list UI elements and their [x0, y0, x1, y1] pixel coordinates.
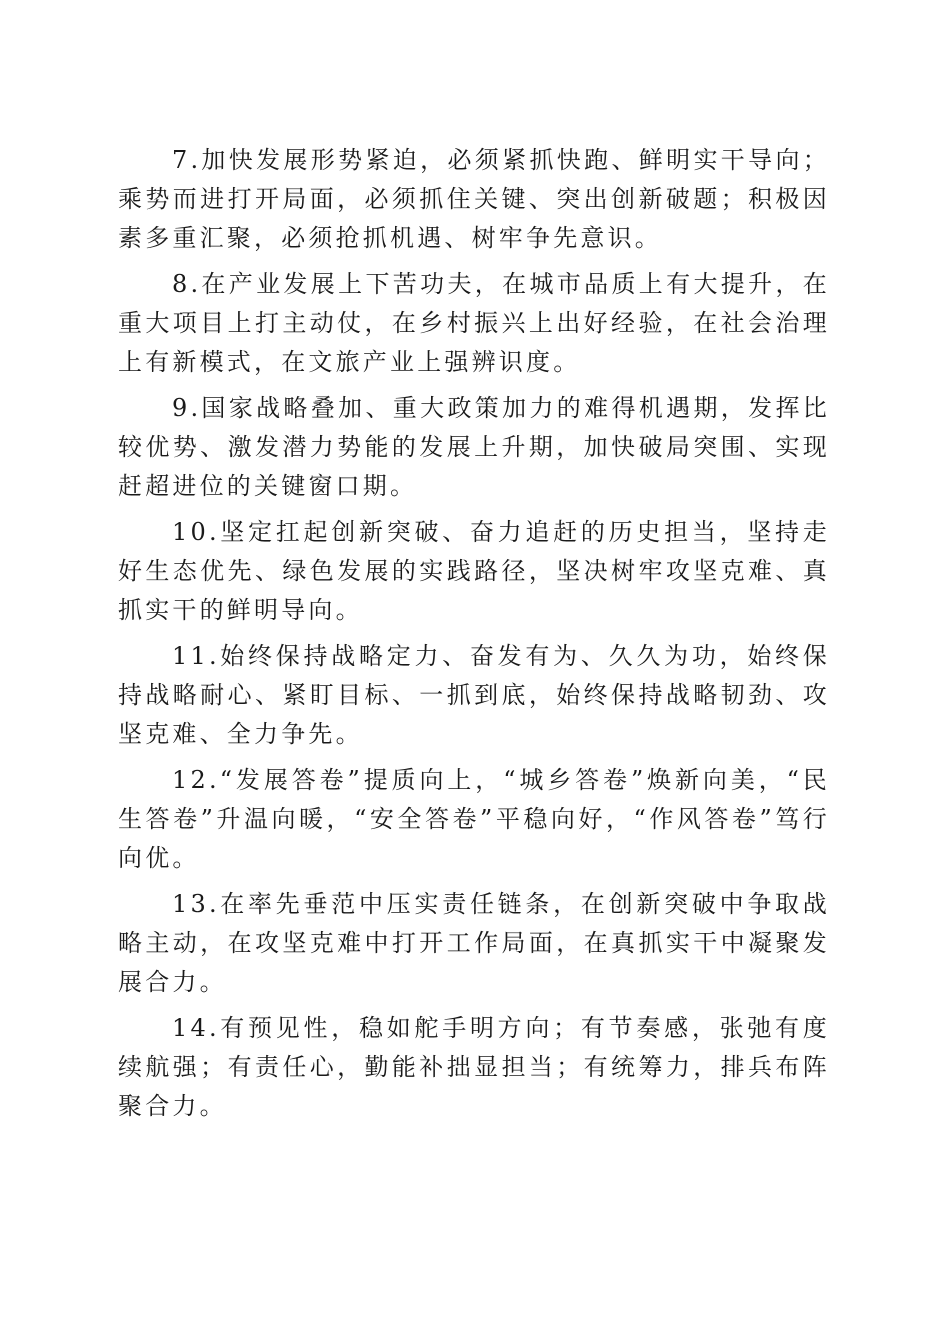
paragraph-13: 13.在率先垂范中压实责任链条，在创新突破中争取战略主动，在攻坚克难中打开工作局面，在真抓实干中凝聚发展合力。 — [118, 890, 830, 996]
paragraph-12: 12.“发展答卷”提质向上，“城乡答卷”焕新向美，“民生答卷”升温向暖，“安全答卷”平稳向好，“作风答卷”笃行向优。 — [118, 766, 830, 872]
paragraph-11: 11.始终保持战略定力、奋发有为、久久为功，始终保持战略耐心、紧盯目标、一抓到底，始终保持战略韧劲、攻坚克难、全力争先。 — [118, 642, 830, 748]
document-body — [118, 141, 830, 1133]
paragraph-8: 8.在产业发展上下苦功夫，在城市品质上有大提升，在重大项目上打主动仗，在乡村振兴上出好经验，在社会治理上有新模式，在文旅产业上强辨识度。 — [118, 270, 830, 376]
paragraph-9: 9.国家战略叠加、重大政策加力的难得机遇期，发挥比较优势、激发潜力势能的发展上升期，加快破局突围、实现赶超进位的关键窗口期。 — [118, 394, 830, 500]
paragraph-10: 10.坚定扛起创新突破、奋力追赶的历史担当，坚持走好生态优先、绿色发展的实践路径，坚决树牢攻坚克难、真抓实干的鲜明导向。 — [118, 518, 830, 624]
paragraph-7: 7.加快发展形势紧迫，必须紧抓快跑、鲜明实干导向；乘势而进打开局面，必须抓住关键、突出创新破题；积极因素多重汇聚，必须抢抓机遇、树牢争先意识。 — [118, 146, 830, 252]
paragraph-14: 14.有预见性，稳如舵手明方向；有节奏感，张弛有度续航强；有责任心，勤能补拙显担当；有统筹力，排兵布阵聚合力。 — [118, 1014, 830, 1120]
